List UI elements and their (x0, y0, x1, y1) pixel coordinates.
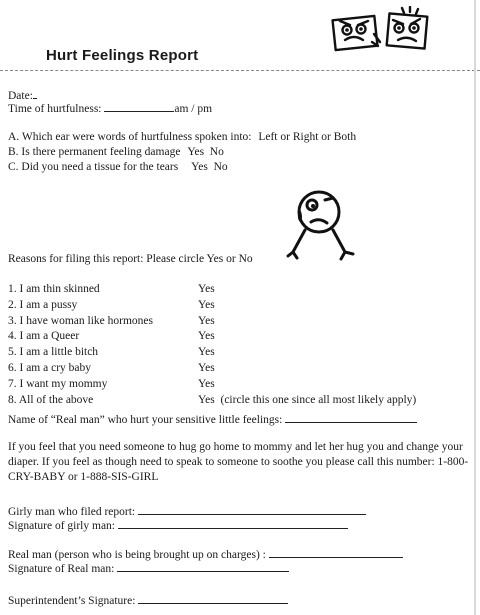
reason-text: 3. I have woman like hormones (8, 314, 153, 327)
two-angry-faces-logo (330, 6, 435, 52)
reason-item (8, 298, 215, 315)
filed-by-field[interactable] (8, 504, 366, 518)
real-man-name-blank[interactable] (285, 412, 417, 423)
reason-item (8, 377, 215, 394)
superintendent-signature-field[interactable] (8, 593, 288, 607)
real-man-signature-field[interactable] (8, 561, 289, 575)
hug-paragraph: If you feel that you need someone to hug go home to mommy and let her hug you and change your diaper. If you feel as though need to speak to someone to soothe you please call this number: 1-800-CRY-BABY or 1-888-SIS-GIRL (8, 441, 469, 483)
reasons-header: Reasons for filing this report: Please circle Yes or No (8, 253, 253, 265)
reason-item (8, 346, 215, 362)
real-man-signature-blank[interactable] (117, 561, 289, 572)
superintendent-signature-blank[interactable] (138, 593, 288, 604)
question-c-text: C. Did you need a tissue for the tears (8, 161, 179, 173)
time-field[interactable] (8, 101, 212, 115)
reason-item (8, 330, 215, 346)
real-man-charged-blank[interactable] (269, 547, 403, 558)
question-b-text: B. Is there permanent feeling damage (8, 146, 181, 158)
girly-signature-blank[interactable] (118, 518, 348, 529)
reason-answer[interactable]: Yes (198, 377, 215, 390)
question-a-options[interactable]: Left or Right or Both (258, 131, 357, 143)
reasons-list (8, 283, 417, 409)
girly-signature-label: Signature of girly man: (8, 520, 115, 532)
question-c-options[interactable]: Yes No (191, 161, 228, 173)
real-man-name-label: Name of “Real man” who hurt your sensitive little feelings: (8, 414, 283, 426)
reason-answer[interactable]: Yes (198, 298, 215, 311)
real-man-name-field[interactable] (8, 412, 417, 426)
reason-text: 1. I am thin skinned (8, 283, 100, 295)
filed-by-blank[interactable] (138, 504, 366, 515)
reason-answer[interactable]: Yes (circle this one since all most likely apply) (198, 393, 417, 406)
reason-text: 4. I am a Queer (8, 330, 80, 343)
reason-answer[interactable]: Yes (198, 314, 215, 327)
question-b (8, 146, 224, 158)
question-b-options[interactable]: Yes No (187, 146, 224, 158)
reason-item (8, 283, 215, 299)
crying-stick-figure-icon (283, 182, 358, 262)
reason-answer[interactable]: Yes (198, 283, 215, 295)
date-blank[interactable] (33, 88, 37, 99)
reason-item (8, 361, 215, 378)
real-man-charged-field[interactable] (8, 547, 403, 561)
scan-edge (474, 0, 476, 615)
question-c (8, 161, 228, 173)
real-man-signature-label: Signature of Real man: (8, 563, 115, 575)
reason-answer[interactable]: Yes (198, 330, 215, 343)
reason-answer[interactable]: Yes (198, 346, 215, 359)
reason-text: 6. I am a cry baby (8, 361, 92, 374)
girly-signature-field[interactable] (8, 518, 348, 532)
time-suffix: am / pm (174, 103, 213, 115)
reason-item (8, 314, 215, 331)
date-field[interactable] (8, 88, 37, 102)
header-divider (0, 70, 480, 71)
question-a (8, 131, 356, 143)
time-label: Time of hurtfulness: (8, 103, 102, 115)
reason-text: 7. I want my mommy (8, 377, 108, 390)
date-label: Date: (8, 90, 33, 102)
reason-text: 5. I am a little bitch (8, 346, 99, 359)
report-title: Hurt Feelings Report (46, 47, 199, 64)
real-man-charged-label: Real man (person who is being brought up on charges) : (8, 549, 266, 561)
reason-answer[interactable]: Yes (198, 361, 215, 374)
reason-text: 2. I am a pussy (8, 298, 78, 311)
reason-text: 8. All of the above (8, 393, 94, 406)
reason-item (8, 393, 417, 410)
superintendent-signature-label: Superintendent’s Signature: (8, 595, 136, 607)
filed-by-label: Girly man who filed report: (8, 506, 136, 518)
time-blank[interactable] (104, 101, 174, 112)
question-a-text: A. Which ear were words of hurtfulness spoken into: (8, 131, 252, 143)
